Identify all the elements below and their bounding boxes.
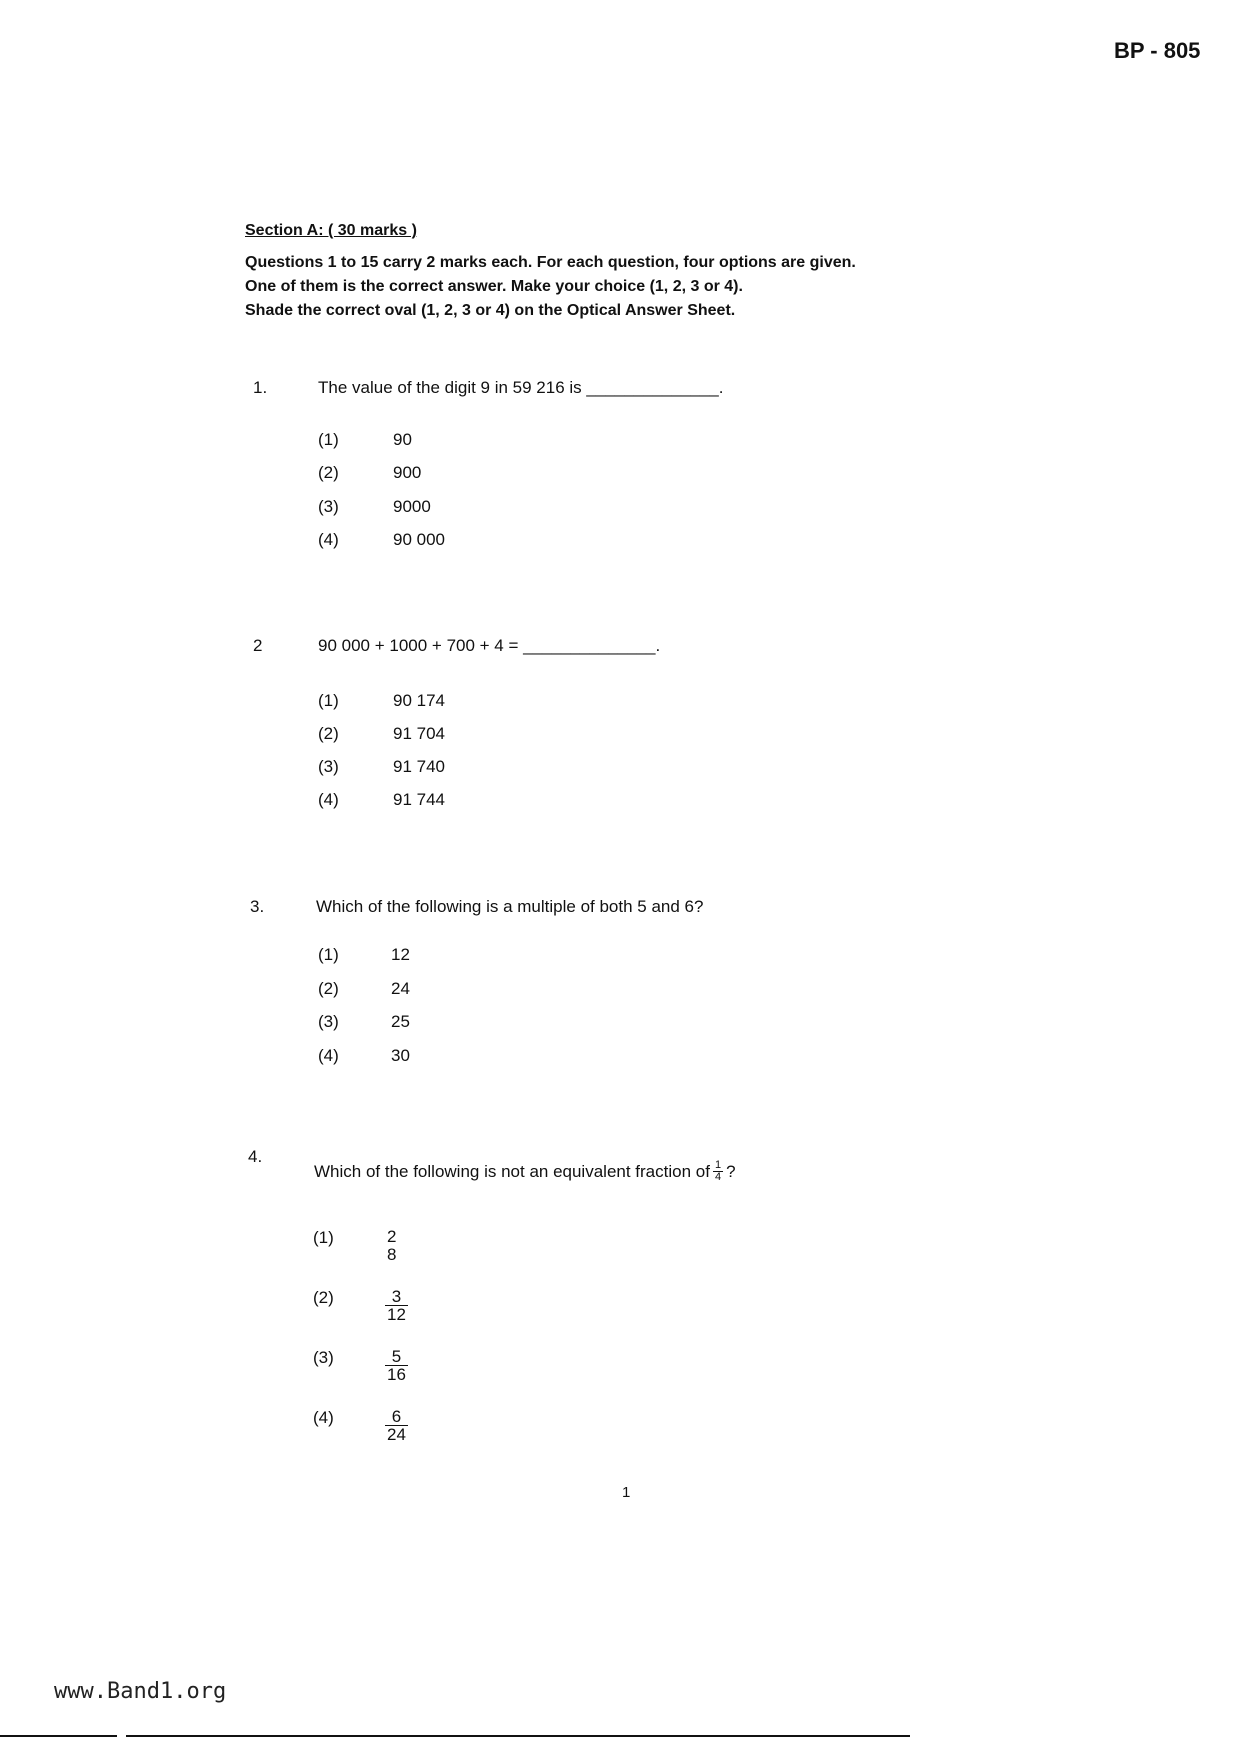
- option-fraction: [385, 1228, 398, 1263]
- option-value: 12: [391, 945, 410, 964]
- question-number: 1.: [253, 378, 268, 397]
- option-label: (2): [313, 1288, 334, 1307]
- option-fraction: [385, 1408, 408, 1443]
- fraction: [713, 1160, 723, 1183]
- option-value: 24: [391, 979, 410, 998]
- option-fraction: [385, 1348, 408, 1383]
- option-value: 25: [391, 1012, 410, 1031]
- question-number: 2: [253, 636, 263, 655]
- page-number: 1: [622, 1484, 631, 1501]
- denominator: 16: [387, 1365, 406, 1384]
- option-value: 9000: [393, 497, 431, 516]
- question-text: The value of the digit 9 in 59 216 is ______________.: [318, 378, 724, 397]
- denominator: 4: [714, 1171, 722, 1183]
- option-value: 91 740: [393, 757, 445, 776]
- option-label: (1): [318, 945, 339, 964]
- option-value: 30: [391, 1046, 410, 1065]
- question-suffix: ?: [726, 1161, 736, 1181]
- option-label: (4): [313, 1408, 334, 1427]
- option-label: (3): [313, 1348, 334, 1367]
- option-label: (4): [318, 1046, 339, 1065]
- footer-watermark: www.Band1.org: [54, 1679, 227, 1704]
- option-fraction: [385, 1288, 408, 1323]
- instruction-line: Questions 1 to 15 carry 2 marks each. For each question, four options are given.: [245, 254, 856, 271]
- denominator: 12: [387, 1305, 406, 1324]
- section-title: Section A: ( 30 marks ): [245, 222, 417, 239]
- question-text: 90 000 + 1000 + 700 + 4 = ______________.: [318, 636, 661, 655]
- bottom-rule: [126, 1735, 910, 1737]
- option-label: (3): [318, 497, 339, 516]
- option-label: (4): [318, 790, 339, 809]
- denominator: 8: [387, 1245, 397, 1264]
- option-label: (2): [318, 979, 339, 998]
- instruction-line: One of them is the correct answer. Make your choice (1, 2, 3 or 4).: [245, 278, 743, 295]
- option-label: (4): [318, 530, 339, 549]
- numerator: 2: [387, 1227, 397, 1246]
- numerator: 1: [714, 1159, 722, 1171]
- question-number: 4.: [248, 1147, 263, 1166]
- option-label: (1): [318, 691, 339, 710]
- option-value: 90 174: [393, 691, 445, 710]
- denominator: 24: [387, 1425, 406, 1444]
- option-label: (1): [313, 1228, 334, 1247]
- option-label: (3): [318, 1012, 339, 1031]
- option-label: (1): [318, 430, 339, 449]
- paper-code: BP - 805: [1114, 38, 1201, 63]
- numerator: 3: [391, 1287, 402, 1306]
- instruction-line: Shade the correct oval (1, 2, 3 or 4) on the Optical Answer Sheet.: [245, 302, 736, 319]
- numerator: 5: [391, 1347, 402, 1366]
- option-value: 90: [393, 430, 412, 449]
- option-label: (2): [318, 724, 339, 743]
- option-value: 900: [393, 463, 422, 482]
- option-value: 91 744: [393, 790, 445, 809]
- option-value: 91 704: [393, 724, 445, 743]
- option-label: (2): [318, 463, 339, 482]
- question-text-main: Which of the following is not an equivalent fraction of: [314, 1161, 710, 1181]
- numerator: 6: [391, 1407, 402, 1426]
- question-number: 3.: [250, 897, 265, 916]
- option-label: (3): [318, 757, 339, 776]
- question-text: [314, 1160, 736, 1183]
- option-value: 90 000: [393, 530, 445, 549]
- bottom-rule: [0, 1735, 117, 1737]
- question-text: Which of the following is a multiple of both 5 and 6?: [316, 897, 704, 916]
